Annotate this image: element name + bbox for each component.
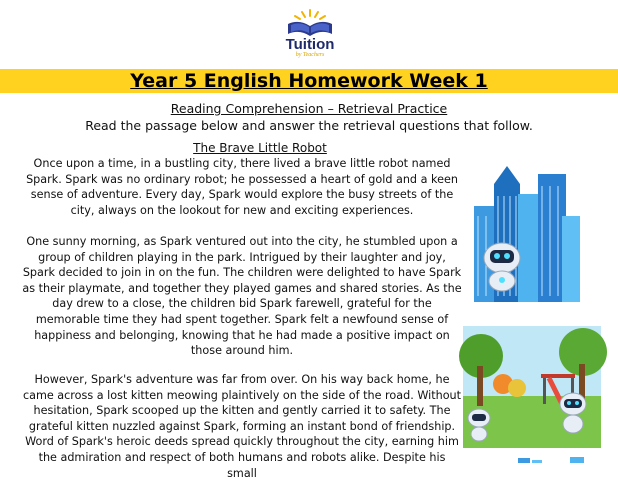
story-paragraph-1: Once upon a time, in a bustling city, there lived a brave little robot named Spark. Spark was no ordinary robot; he possessed a heart of gold and a keen sense of adventure. Every day, Spark would explore the busy streets of the city, always on the lookout for new and exciting experiences. <box>26 157 458 217</box>
partial-illustration <box>518 455 586 463</box>
book-icon <box>282 6 338 40</box>
story-title: The Brave Little Robot <box>193 141 327 155</box>
city-robot-illustration <box>470 166 580 302</box>
section-subtitle: Reading Comprehension – Retrieval Practice <box>170 101 448 116</box>
logo-tagline: by Teachers <box>295 52 325 58</box>
logo-name: Tuition <box>285 36 335 53</box>
story-paragraph-2: One sunny morning, as Spark ventured out into the city, he stumbled upon a group of children playing in the park. Intrigued by their laughter and joy, Spark decided to join in on the fun. The children were delighted to have Spark as their playmate, and together they played games and shared stories. As the day drew to a close, the children bid Spark farewell, grateful for the memorable time they had spent together. Spark felt a newfound sense of happiness and belonging, knowing that he had made a positive impact on those around him. <box>22 235 462 358</box>
park-robot-illustration <box>463 326 601 448</box>
story-paragraph-3: However, Spark's adventure was far from over. On his way back home, he came across a lost kitten meowing plaintively on the side of the road. Without hesitation, Spark scooped up the kitten and gently carried it to safety. The grateful kitten nuzzled against Spark, forming an instant bond of friendship. Word of Spark's heroic deeds spread quickly throughout the city, earning him the admiration and respect of both humans and robots alike. Despite his small <box>22 373 462 480</box>
page-title: Year 5 English Homework Week 1 <box>130 70 488 92</box>
tuition-logo <box>270 6 350 64</box>
instructions-text: Read the passage below and answer the retrieval questions that follow. <box>85 118 533 133</box>
